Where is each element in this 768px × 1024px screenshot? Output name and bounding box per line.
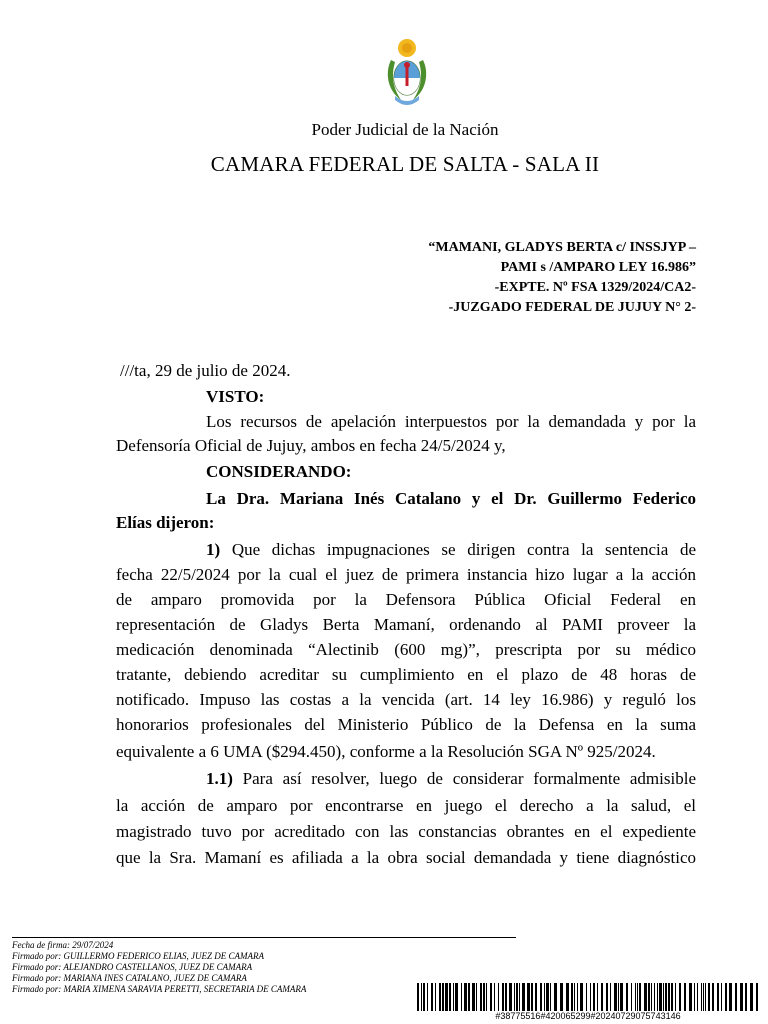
- barcode-bar: [593, 983, 595, 1011]
- barcode-bar: [519, 983, 520, 1011]
- paragraph-1-1-line: que la Sra. Mamaní es afiliada a la obra social demandada y tiene diagnóstico: [116, 848, 696, 867]
- signature-divider: [12, 937, 516, 938]
- barcode-bar: [449, 983, 451, 1011]
- visto-paragraph-line: Los recursos de apelación interpuestos por la demandada y por la: [206, 412, 696, 431]
- judges-line: La Dra. Mariana Inés Catalano y el Dr. Guillermo Federico: [206, 489, 696, 508]
- barcode-bar: [725, 983, 727, 1011]
- barcode-bar: [684, 983, 686, 1011]
- paragraph-1-line: representación de Gladys Berta Mamaní, ordenando al PAMI proveer la: [116, 615, 696, 634]
- barcode-bar: [540, 983, 542, 1011]
- barcode-bar: [442, 983, 444, 1011]
- barcode-bar: [665, 983, 667, 1011]
- document-date: ///ta, 29 de julio de 2024.: [120, 361, 291, 380]
- considerando-heading: CONSIDERANDO:: [206, 462, 352, 481]
- barcode-bar: [577, 983, 578, 1011]
- barcode-bar: [586, 983, 587, 1011]
- barcode-bar: [651, 983, 652, 1011]
- paragraph-1-text: Que dichas impugnaciones se dirigen contra la sentencia de: [220, 540, 696, 559]
- barcode-bar: [703, 983, 704, 1011]
- paragraph-1-line: [206, 538, 696, 562]
- paragraph-1-1-line: [206, 767, 696, 791]
- institution-name: Poder Judicial de la Nación: [311, 120, 499, 139]
- barcode-bar: [509, 983, 512, 1011]
- barcode-bar: [574, 983, 575, 1011]
- barcode-bar: [490, 983, 492, 1011]
- signature-line: Firmado por: ALEJANDRO CASTELLANOS, JUEZ DE CAMARA: [12, 962, 253, 972]
- barcode-bar: [668, 983, 670, 1011]
- barcode-bar: [610, 983, 611, 1011]
- coat-of-arms-icon: [383, 36, 431, 110]
- barcode-bar: [417, 983, 419, 1011]
- barcode-bar: [455, 983, 458, 1011]
- barcode-bar: [461, 983, 462, 1011]
- barcode-bar: [606, 983, 608, 1011]
- barcode-bar: [601, 983, 603, 1011]
- paragraph-1-number: 1): [206, 540, 221, 559]
- barcode-bar: [560, 983, 563, 1011]
- barcode-bar: [648, 983, 650, 1011]
- barcode-bar: [735, 983, 737, 1011]
- barcode-bar: [694, 983, 695, 1011]
- barcode-bar: [464, 983, 467, 1011]
- barcode-bar: [421, 983, 422, 1011]
- case-court: -JUZGADO FEDERAL DE JUJUY N° 2-: [448, 300, 696, 315]
- barcode-bar: [637, 983, 638, 1011]
- visto-heading: VISTO:: [206, 387, 265, 406]
- signature-line: Firmado por: GUILLERMO FEDERICO ELIAS, JUEZ DE CAMARA: [12, 951, 264, 961]
- barcode-bar: [505, 983, 507, 1011]
- paragraph-1-line: notificado. Impuso las costas a la vencida (art. 14 ley 16.986) y reguló los: [116, 690, 696, 709]
- oval-shield: [394, 61, 420, 95]
- paragraph-1-line: fecha 22/5/2024 por la cual el juez de primera instancia hizo lugar a la acción: [116, 565, 696, 584]
- barcode-bar: [639, 983, 641, 1011]
- barcode-bar: [654, 983, 655, 1011]
- barcode-bar: [516, 983, 518, 1011]
- barcode-bar: [522, 983, 525, 1011]
- barcode-bar: [631, 983, 632, 1011]
- paragraph-1-line: equivalente a 6 UMA ($294.450), conforme a la Resolución SGA Nº 925/2024.: [116, 742, 656, 761]
- barcode-bar: [740, 983, 743, 1011]
- barcode-bar: [657, 983, 658, 1011]
- case-title-line-2: PAMI s /AMPARO LEY 16.986”: [500, 260, 696, 275]
- barcode-bar: [663, 983, 664, 1011]
- barcode-bar: [708, 983, 710, 1011]
- barcode-bar: [494, 983, 495, 1011]
- barcode-bar: [514, 983, 515, 1011]
- barcode-bar: [435, 983, 436, 1011]
- barcode-bar: [644, 983, 647, 1011]
- paragraph-1-1-text: Para así resolver, luego de considerar formalmente admisible: [232, 769, 696, 788]
- barcode-bar: [531, 983, 533, 1011]
- paragraph-1-line: honorarios profesionales del Ministerio Público de la Defensa en la suma: [116, 715, 696, 734]
- barcode-bar: [550, 983, 551, 1011]
- signature-line: Firmado por: MARIA XIMENA SARAVIA PERETTI, SECRETARIA DE CAMARA: [12, 984, 307, 994]
- barcode-bar: [544, 983, 545, 1011]
- barcode: [417, 983, 759, 1011]
- barcode-bar: [635, 983, 636, 1011]
- barcode-bar: [486, 983, 487, 1011]
- barcode-bar: [423, 983, 425, 1011]
- visto-paragraph-line: Defensoría Oficial de Jujuy, ambos en fecha 24/5/2024 y,: [116, 436, 506, 455]
- barcode-bar: [597, 983, 598, 1011]
- barcode-bar: [571, 983, 573, 1011]
- court-name: CAMARA FEDERAL DE SALTA - SALA II: [210, 152, 600, 176]
- barcode-bar: [756, 983, 758, 1011]
- barcode-bar: [618, 983, 619, 1011]
- barcode-bar: [502, 983, 504, 1011]
- barcode-bar: [729, 983, 732, 1011]
- barcode-bar: [675, 983, 676, 1011]
- barcode-bar: [697, 983, 698, 1011]
- paragraph-1-line: medicación denominada “Alectinib (600 mg)”, prescripta por su médico: [116, 640, 696, 659]
- barcode-bar: [483, 983, 485, 1011]
- barcode-bar: [439, 983, 441, 1011]
- barcode-bar: [498, 983, 499, 1011]
- barcode-bar: [445, 983, 448, 1011]
- paragraph-1-1-number: 1.1): [206, 769, 233, 788]
- barcode-bar: [626, 983, 628, 1011]
- barcode-bar: [566, 983, 569, 1011]
- paragraph-1-line: tratante, debiendo acreditar su cumplimiento en el plazo de 48 horas de: [116, 665, 696, 684]
- barcode-bar: [712, 983, 714, 1011]
- barcode-bar: [614, 983, 617, 1011]
- signature-date: Fecha de firma: 29/07/2024: [12, 940, 114, 950]
- case-title-line-1: “MAMANI, GLADYS BERTA c/ INSSJYP –: [428, 240, 696, 255]
- barcode-bar: [453, 983, 454, 1011]
- barcode-bar: [554, 983, 557, 1011]
- barcode-bar: [717, 983, 719, 1011]
- case-file-number: -EXPTE. Nº FSA 1329/2024/CA2-: [494, 280, 696, 295]
- barcode-bar: [701, 983, 702, 1011]
- sun-rays: [398, 39, 416, 57]
- barcode-bar: [476, 983, 477, 1011]
- barcode-number: #38775516#420065299#20240729075743146: [495, 1011, 681, 1021]
- barcode-bar: [580, 983, 583, 1011]
- barcode-bar: [679, 983, 681, 1011]
- barcode-bar: [705, 983, 706, 1011]
- barcode-bar: [671, 983, 673, 1011]
- barcode-bar: [546, 983, 549, 1011]
- paragraph-1-1-line: la acción de amparo por encontrarse en juego el derecho a la salud, el: [116, 796, 696, 815]
- barcode-bar: [472, 983, 475, 1011]
- barcode-bar: [468, 983, 470, 1011]
- barcode-bar: [620, 983, 623, 1011]
- barcode-bar: [659, 983, 662, 1011]
- barcode-bar: [527, 983, 530, 1011]
- barcode-bar: [431, 983, 433, 1011]
- barcode-bar: [535, 983, 537, 1011]
- barcode-bar: [750, 983, 753, 1011]
- judges-line: Elías dijeron:: [116, 513, 215, 532]
- barcode-bar: [721, 983, 722, 1011]
- barcode-bar: [590, 983, 591, 1011]
- paragraph-1-1-line: magistrado tuvo por acreditado con las constancias obrantes en el expediente: [116, 822, 696, 841]
- barcode-bar: [745, 983, 747, 1011]
- paragraph-1-line: de amparo promovida por la Defensora Pública Oficial Federal en: [116, 590, 696, 609]
- signature-line: Firmado por: MARIANA INES CATALANO, JUEZ DE CAMARA: [12, 973, 247, 983]
- barcode-bar: [480, 983, 482, 1011]
- barcode-bar: [427, 983, 428, 1011]
- barcode-bar: [689, 983, 692, 1011]
